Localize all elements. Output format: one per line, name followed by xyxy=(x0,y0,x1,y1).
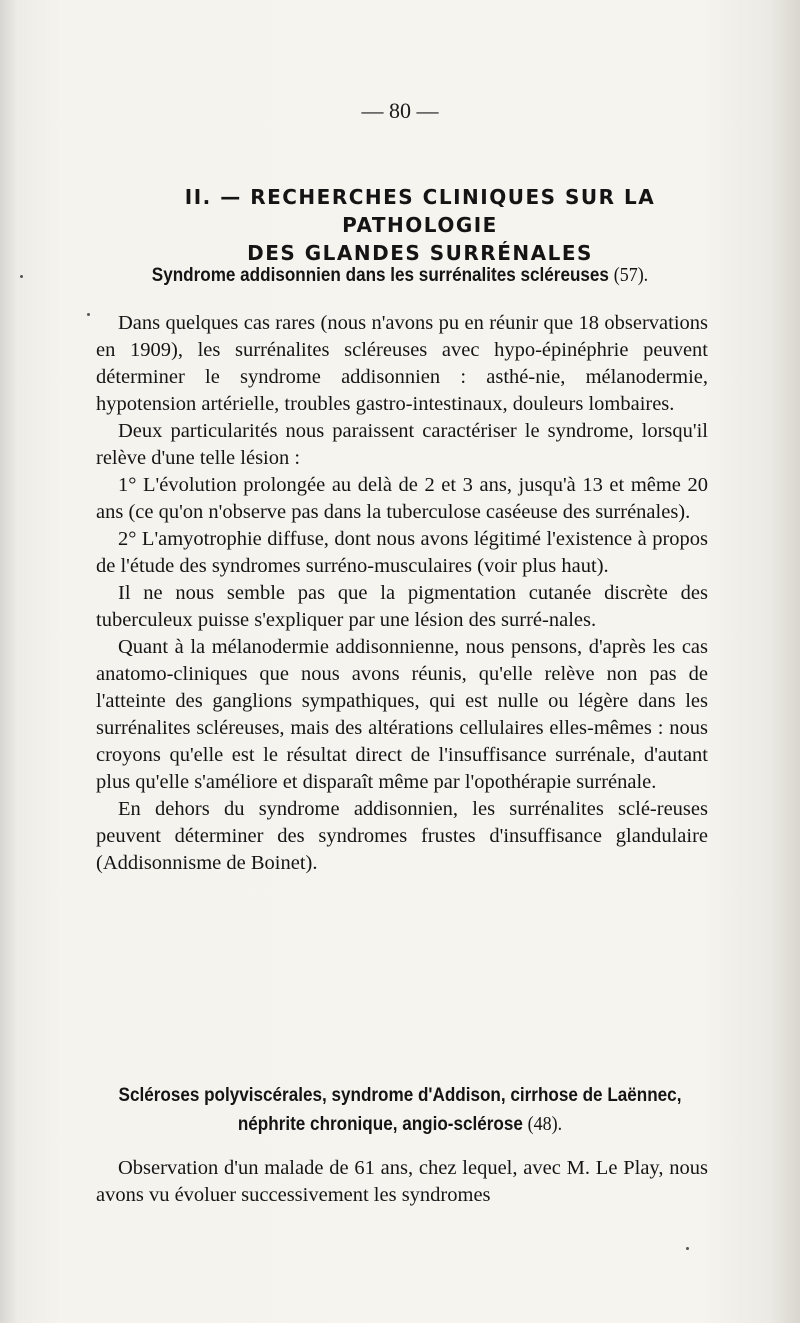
subsection-heading-2 xyxy=(76,1081,724,1139)
section-title xyxy=(120,183,720,267)
subsection-heading-1-title: Syndrome addisonnien dans les surrénalites scléreuses xyxy=(151,265,609,286)
subsection-heading-2-line-2-text: néphrite chronique, angio-sclérose xyxy=(237,1114,523,1135)
subsection-heading-2-line-1: Scléroses polyviscérales, syndrome d'Addison, cirrhose de Laënnec, xyxy=(118,1085,682,1106)
section-title-line-1: II. — RECHERCHES CLINIQUES SUR LA PATHOLOGIE xyxy=(184,185,656,237)
paragraph: 1° L'évolution prolongée au delà de 2 et 3 ans, jusqu'à 13 et même 20 ans (ce qu'on n'observe pas dans la tuberculose caséeuse des surrénales). xyxy=(96,474,708,523)
subsection-heading-1 xyxy=(112,262,688,289)
paragraph: Quant à la mélanodermie addisonnienne, nous pensons, d'après les cas anatomo-cliniques que nous avons réunis, qu'elle relève non pas de l'atteinte des ganglions sympathiques, qui est nulle ou légère dans les surrénalites scléreuses, mais des altérations cellulaires elles-mêmes : nous croyons qu'elle est le résultat direct de l'insuffisance surrénale, d'autant plus qu'elle s'améliore et disparaît même par l'opothérapie surrénale. xyxy=(96,636,708,793)
paragraph: Deux particularités nous paraissent caractériser le syndrome, lorsqu'il relève d'une telle lésion : xyxy=(96,420,708,469)
subsection-heading-1-ref: (57). xyxy=(613,264,649,286)
speck xyxy=(686,1247,689,1250)
section-title-line-2: DES GLANDES SURRÉNALES xyxy=(247,241,593,265)
speck xyxy=(87,313,90,316)
speck xyxy=(20,275,23,278)
body-text-2 xyxy=(96,1155,708,1209)
paragraph: Observation d'un malade de 61 ans, chez lequel, avec M. Le Play, nous avons vu évoluer successivement les syndromes xyxy=(96,1157,708,1206)
body-text-1 xyxy=(96,310,708,877)
paragraph: 2° L'amyotrophie diffuse, dont nous avons légitimé l'existence à propos de l'étude des syndromes surréno-musculaires (voir plus haut). xyxy=(96,528,708,577)
subsection-heading-2-line-2 xyxy=(76,1110,724,1139)
paragraph: En dehors du syndrome addisonnien, les surrénalites sclé-reuses peuvent déterminer des syndromes frustes d'insuffisance glandulaire (Addisonnisme de Boinet). xyxy=(96,798,708,874)
subsection-heading-2-ref: (48). xyxy=(527,1113,563,1135)
paragraph: Dans quelques cas rares (nous n'avons pu en réunir que 18 observations en 1909), les surrénalites scléreuses avec hypo-épinéphrie peuvent déterminer le syndrome addisonnien : asthé-nie, mélanodermie, hypotension artérielle, troubles gastro-intestinaux, douleurs lombaires. xyxy=(96,312,708,415)
paragraph: Il ne nous semble pas que la pigmentation cutanée discrète des tuberculeux puisse s'expliquer par une lésion des surré-nales. xyxy=(96,582,708,631)
page-number: — 80 — xyxy=(361,98,439,123)
